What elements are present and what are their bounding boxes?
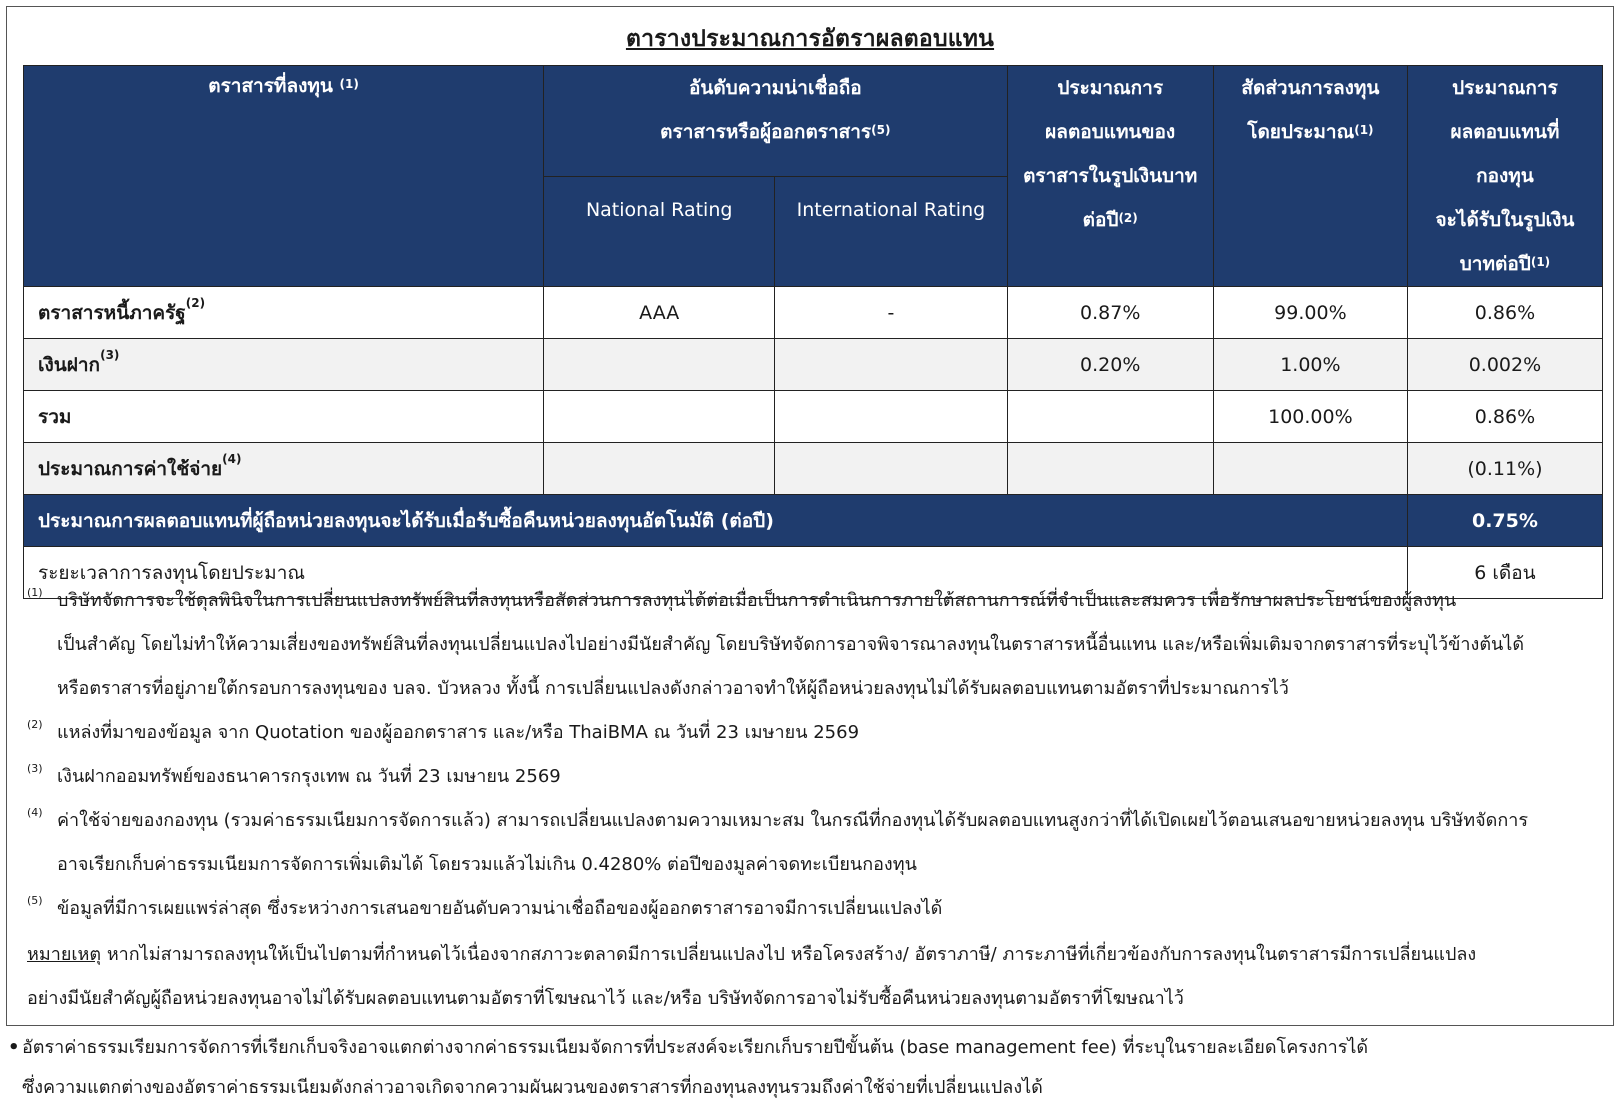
table-row (24, 443, 1603, 495)
footnote-marker: (2) (27, 718, 43, 731)
fund-return: (0.11%) (1407, 443, 1602, 495)
allocation: 99.00% (1213, 287, 1407, 339)
total-return-value: 0.75% (1407, 495, 1602, 547)
instrument-yield (1007, 391, 1213, 443)
footnote-marker: (5) (27, 894, 43, 907)
national-rating: AAA (544, 287, 775, 339)
fund-return: 0.002% (1407, 339, 1602, 391)
header-credit-rating: อันดับความน่าเชื่อถือ ตราสารหรือผู้ออกตราสาร$^{(5)}$ (544, 66, 1007, 177)
national-rating (544, 339, 775, 391)
footnote-marker: (4) (27, 806, 43, 819)
duration-value: 6 เดือน (1407, 547, 1602, 599)
table-row (24, 391, 1603, 443)
row-label: รวม (24, 391, 544, 443)
total-return-label: ประมาณการผลตอบแทนที่ผู้ถือหน่วยลงทุนจะได้รับเมื่อรับซื้อคืนหน่วยลงทุนอัตโนมัติ (ต่อปี) (24, 495, 1408, 547)
fee-disclaimer: • อัตราค่าธรรมเรียมการจัดการที่เรียกเก็บจริงอาจแตกต่างจากค่าธรรมเนียมจัดการที่ประสงค์จะเรียกเก็บรายปีขั้นต้น (base management fee) ที่ระบุในรายละเอียดโครงการได้ ซึ่งความแตกต่างของอัตราค่าธรรมเนียมดังกล่าวอาจเกิดจากความผันผวนของตราสารที่กองทุนลงทุนรวมถึงค่าใช้จ่ายที่เปลี่ยนแปลงได้ (8, 1028, 1608, 1108)
footnote-1: (1) บริษัทจัดการจะใช้ดุลพินิจในการเปลี่ยนแปลงทรัพย์สินที่ลงทุนหรือสัดส่วนการลงทุนได้ต่อเมื่อเป็นการดำเนินการภายใต้สถานการณ์ที่จำเป็นและสมควร เพื่อรักษาผลประโยชน์ของผู้ลงทุน เป็นสำคัญ โดยไม่ทำให้ความเสี่ยงของทรัพย์สินที่ลงทุนเปลี่ยนแปลงไปอย่างมีนัยสำคัญ โดยบริษัทจัดการอาจพิจารณาลงทุนในตราสารหนี้อื่นแทน และ/หรือเพิ่มเติมจากตราสารที่ระบุไว้ข้างต้นได้ หรือตราสารที่อยู่ภายใต้กรอบการลงทุนของ บลจ. บัวหลวง ทั้งนี้ การเปลี่ยนแปลงดังกล่าวอาจทำให้ผู้ถือหน่วยลงทุนไม่ได้รับผลตอบแทนตามอัตราที่ประมาณการไว้ (27, 579, 1607, 711)
international-rating (775, 339, 1007, 391)
footnote-2: (2) แหล่งที่มาของข้อมูล จาก Quotation ของผู้ออกตราสาร และ/หรือ ThaiBMA ณ วันที่ 23 เมษายน 2569 (27, 711, 1607, 755)
instrument-yield: 0.20% (1007, 339, 1213, 391)
allocation: 100.00% (1213, 391, 1407, 443)
international-rating (775, 443, 1007, 495)
header-international-rating: International Rating (775, 177, 1007, 287)
header-instrument: ตราสารที่ลงทุน $^{(1)}$ (24, 66, 544, 287)
header-fund-return: ประมาณการ ผลตอบแทนที่กองทุน จะได้รับในรูปเงิน บาทต่อปี$^{(1)}$ (1407, 66, 1602, 287)
row-label: ประมาณการค่าใช้จ่าย$^{(4)}$ (24, 443, 544, 495)
remark-note: หมายเหตุ หากไม่สามารถลงทุนให้เป็นไปตามที่กำหนดไว้เนื่องจากสภาวะตลาดมีการเปลี่ยนแปลงไป หรือโครงสร้าง/ อัตราภาษี/ ภาระภาษีที่เกี่ยวข้องกับการลงทุนในตราสารมีการเปลี่ยนแปลง อย่างมีนัยสำคัญผู้ถือหน่วยลงทุนอาจไม่ได้รับผลตอบแทนตามอัตราที่โฆษณาไว้ และ/หรือ บริษัทจัดการอาจไม่รับซื้อคืนหน่วยลงทุนตามอัตราที่โฆษณาไว้ (27, 944, 1477, 1009)
duration-label: ระยะเวลาการลงทุนโดยประมาณ (24, 547, 1408, 599)
fund-return: 0.86% (1407, 287, 1602, 339)
remark-label: หมายเหตุ (27, 944, 102, 965)
international-rating: - (775, 287, 1007, 339)
fund-return: 0.86% (1407, 391, 1602, 443)
header-national-rating: National Rating (544, 177, 775, 287)
footnote-marker: (1) (27, 586, 43, 599)
header-instrument-yield: ประมาณการ ผลตอบแทนของ ตราสารในรูปเงินบาท ต่อปี$^{(2)}$ (1007, 66, 1213, 287)
footnote-3: (3) เงินฝากออมทรัพย์ของธนาคารกรุงเทพ ณ วันที่ 23 เมษายน 2569 (27, 755, 1607, 799)
footnotes (27, 579, 1607, 1021)
total-return-row (24, 495, 1603, 547)
page-title: ตารางประมาณการอัตราผลตอบแทน (625, 26, 995, 52)
footnote-marker: (3) (27, 762, 43, 775)
national-rating (544, 391, 775, 443)
table-row (24, 339, 1603, 391)
bullet-icon: • (8, 1037, 20, 1058)
return-estimate-panel (6, 6, 1614, 1026)
instrument-yield: 0.87% (1007, 287, 1213, 339)
allocation (1213, 443, 1407, 495)
return-estimate-table (23, 65, 1603, 599)
international-rating (775, 391, 1007, 443)
table-row (24, 287, 1603, 339)
allocation: 1.00% (1213, 339, 1407, 391)
instrument-yield (1007, 443, 1213, 495)
national-rating (544, 443, 775, 495)
footnote-4: (4) ค่าใช้จ่ายของกองทุน (รวมค่าธรรมเนียมการจัดการแล้ว) สามารถเปลี่ยนแปลงตามความเหมาะสม ในกรณีที่กองทุนได้รับผลตอบแทนสูงกว่าที่ได้เปิดเผยไว้ตอนเสนอขายหน่วยลงทุน บริษัทจัดการ อาจเรียกเก็บค่าธรรมเนียมการจัดการเพิ่มเติมได้ โดยรวมแล้วไม่เกิน 0.4280% ต่อปีของมูลค่าจดทะเบียนกองทุน (27, 799, 1607, 887)
row-label: ตราสารหนี้ภาครัฐ$^{(2)}$ (24, 287, 544, 339)
header-allocation: สัดส่วนการลงทุน โดยประมาณ$^{(1)}$ (1213, 66, 1407, 287)
row-label: เงินฝาก$^{(3)}$ (24, 339, 544, 391)
footnote-5: (5) ข้อมูลที่มีการเผยแพร่ล่าสุด ซึ่งระหว่างการเสนอขายอันดับความน่าเชื่อถือของผู้ออกตราสารอาจมีการเปลี่ยนแปลงได้ (27, 887, 1607, 931)
